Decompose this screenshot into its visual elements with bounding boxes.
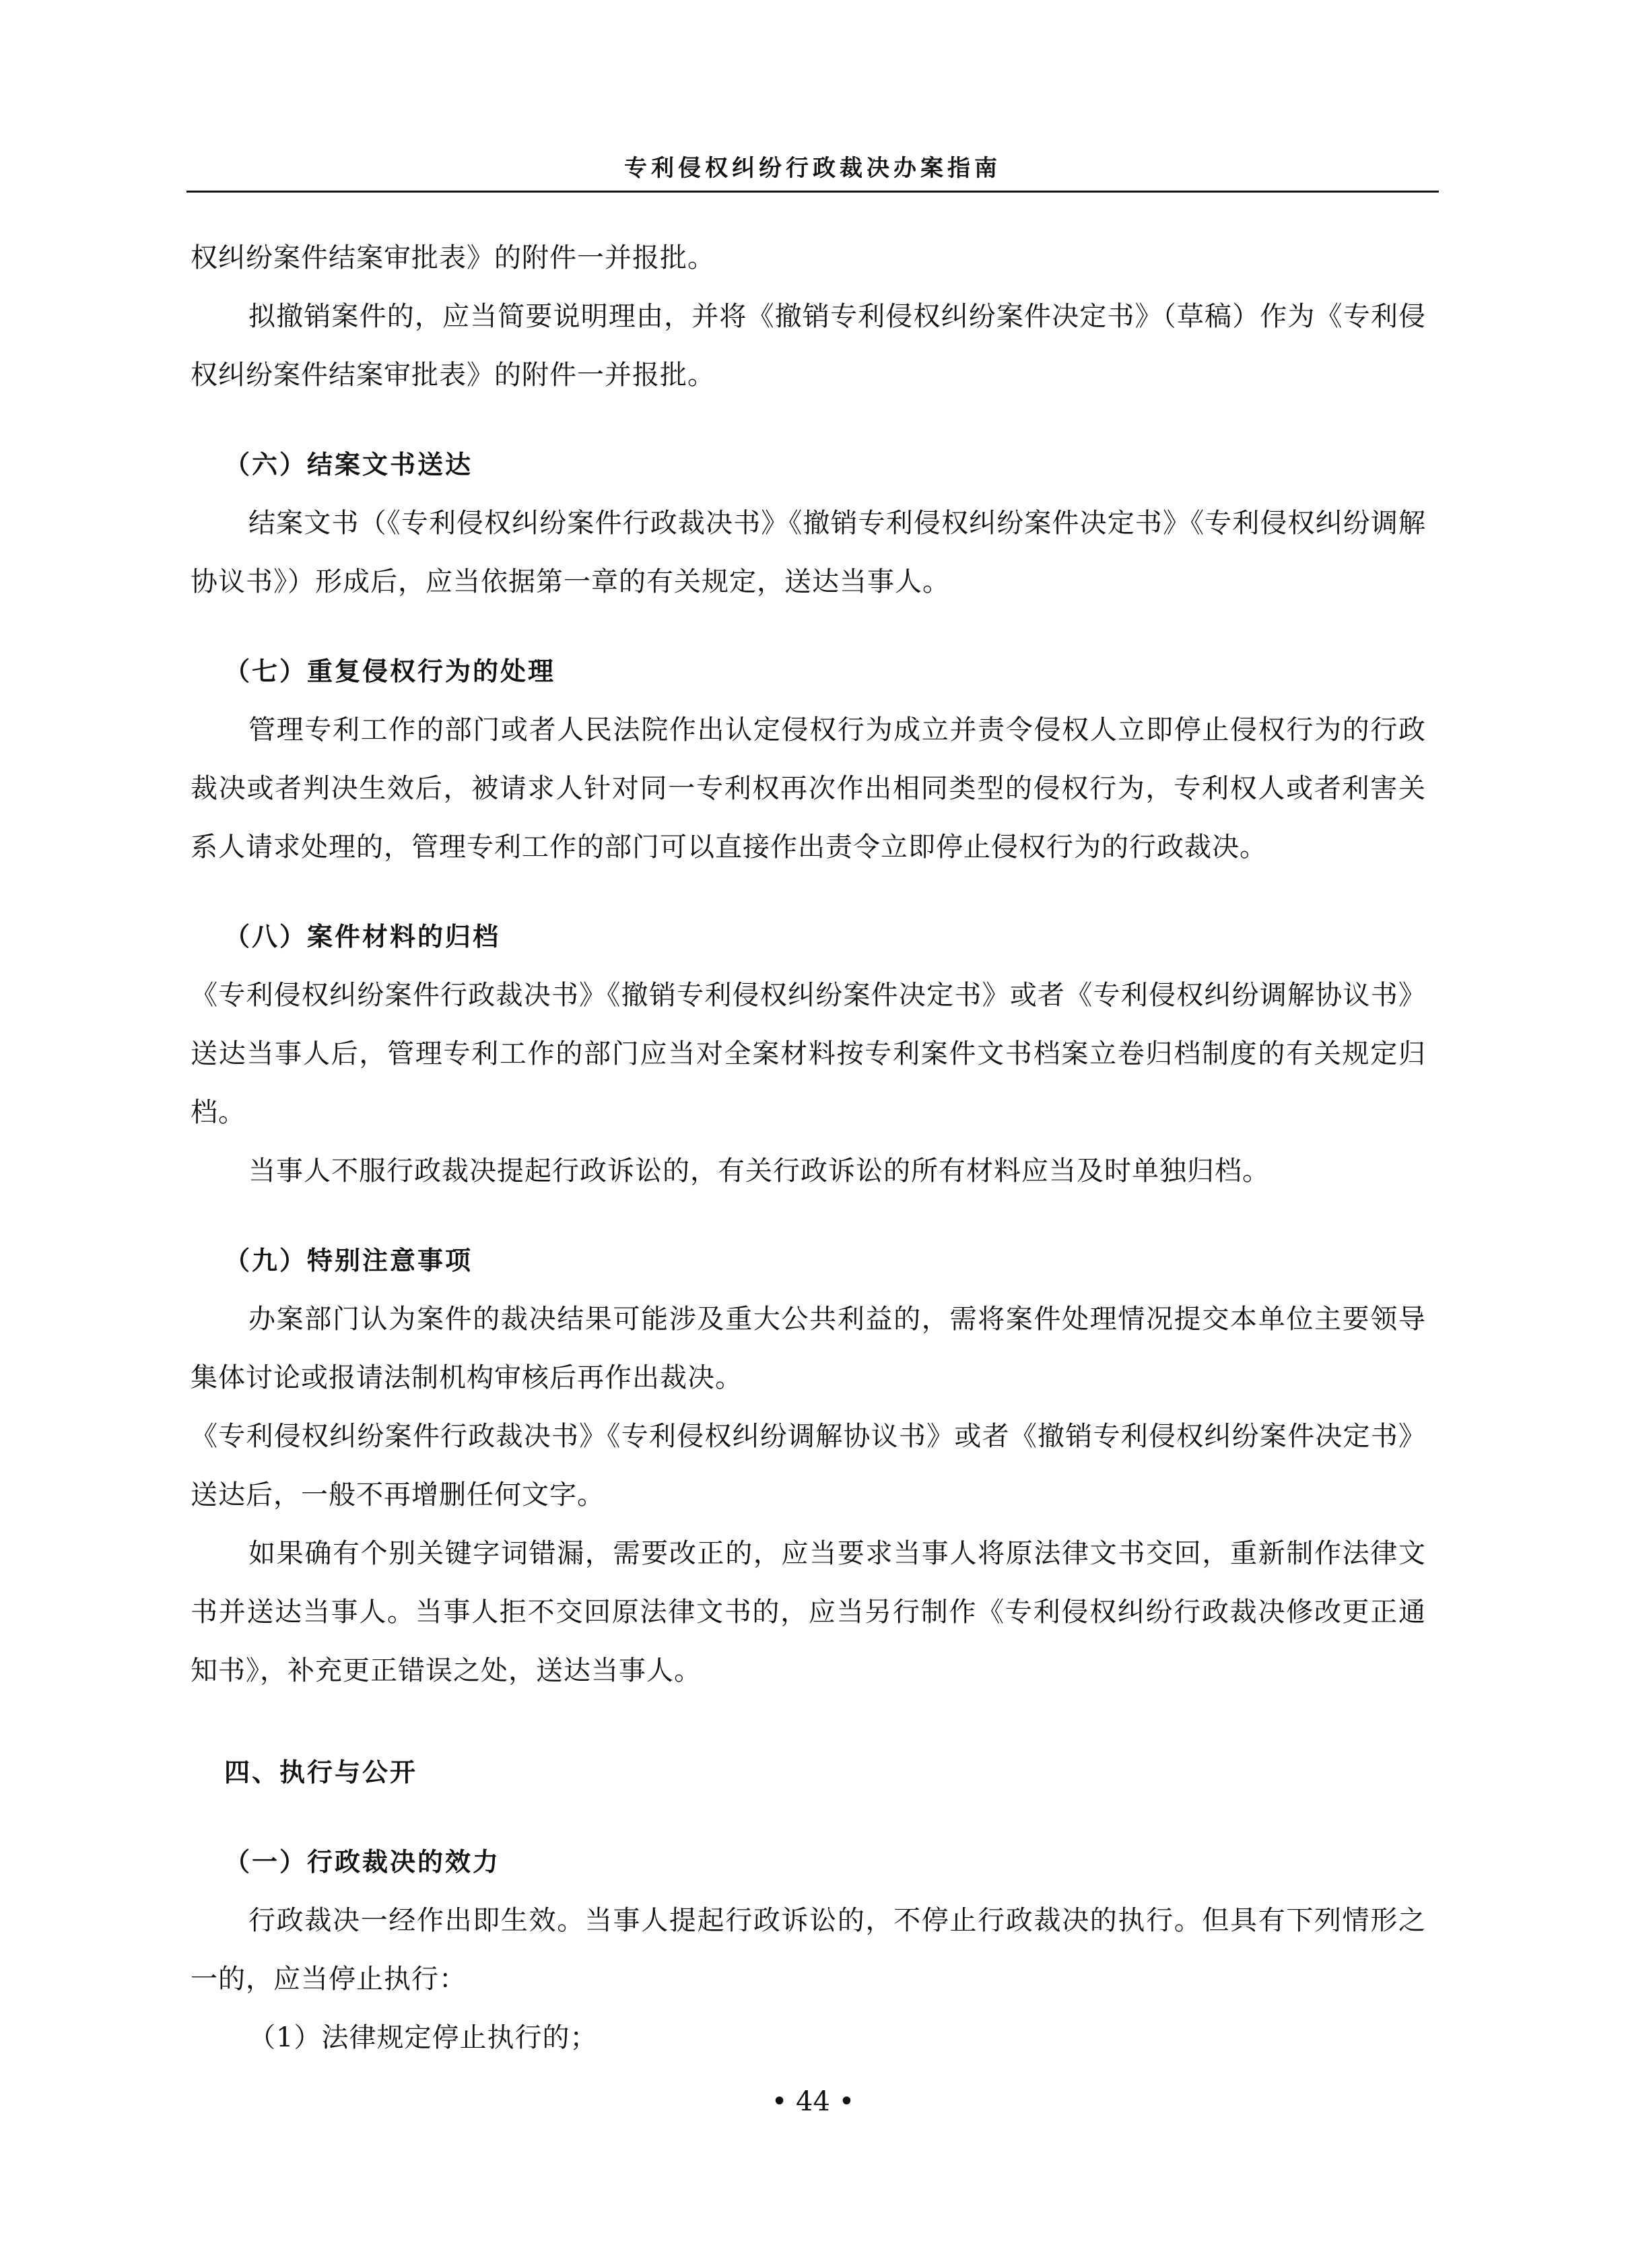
subsection-heading: （九）特别注意事项	[224, 1246, 473, 1275]
subsection-heading: （一）行政裁决的效力	[224, 1847, 501, 1877]
paragraph: 《专利侵权纠纷案件行政裁决书》《撤销专利侵权纠纷案件决定书》或者《专利侵权纠纷调解协议书》送达当事人后，管理专利工作的部门应当对全案材料按专利案件文书档案立卷归档制度的有关规定归档。	[191, 980, 1426, 1128]
page-number: • 44 •	[771, 2086, 855, 2117]
paragraph: 权纠纷案件结案审批表》的附件一并报批。	[191, 242, 715, 273]
subsection-heading: （七）重复侵权行为的处理	[224, 657, 556, 686]
paragraph: 办案部门认为案件的裁决结果可能涉及重大公共利益的，需将案件处理情况提交本单位主要领导集体讨论或报请法制机构审核后再作出裁决。	[191, 1304, 1426, 1393]
paragraph: 当事人不服行政裁决提起行政诉讼的，有关行政诉讼的所有材料应当及时单独归档。	[248, 1156, 1270, 1187]
paragraph: 结案文书（《专利侵权纠纷案件行政裁决书》《撤销专利侵权纠纷案件决定书》《专利侵权纠纷调解协议书》）形成后，应当依据第一章的有关规定，送达当事人。	[191, 508, 1426, 597]
running-header: 专利侵权纠纷行政裁决办案指南	[624, 155, 1001, 182]
paragraph: 《专利侵权纠纷案件行政裁决书》《专利侵权纠纷调解协议书》或者《撤销专利侵权纠纷案件决定书》送达后，一般不再增删任何文字。	[191, 1421, 1426, 1510]
subsection-heading: （八）案件材料的归档	[224, 922, 501, 952]
paragraph: 如果确有个别关键字词错漏，需要改正的，应当要求当事人将原法律文书交回，重新制作法律文书并送达当事人。当事人拒不交回原法律文书的，应当另行制作《专利侵权纠纷行政裁决修改更正通知书》，补充更正错误之处，送达当事人。	[191, 1538, 1426, 1686]
paragraph: 管理专利工作的部门或者人民法院作出认定侵权行为成立并责令侵权人立即停止侵权行为的行政裁决或者判决生效后，被请求人针对同一专利权再次作出相同类型的侵权行为，专利权人或者利害关系人请求处理的，管理专利工作的部门可以直接作出责令立即停止侵权行为的行政裁决。	[191, 714, 1426, 863]
paragraph: 行政裁决一经作出即生效。当事人提起行政诉讼的，不停止行政裁决的执行。但具有下列情形之一的，应当停止执行：	[191, 1905, 1426, 1995]
section-heading: 四、执行与公开	[224, 1758, 418, 1787]
header-rule	[187, 191, 1439, 193]
page-body	[191, 229, 1426, 2067]
paragraph: 拟撤销案件的，应当简要说明理由，并将《撤销专利侵权纠纷案件决定书》（草稿）作为《专利侵权纠纷案件结案审批表》的附件一并报批。	[191, 301, 1426, 391]
subsection-heading: （六）结案文书送达	[224, 450, 473, 479]
list-item: （1）法律规定停止执行的；	[248, 2022, 598, 2053]
